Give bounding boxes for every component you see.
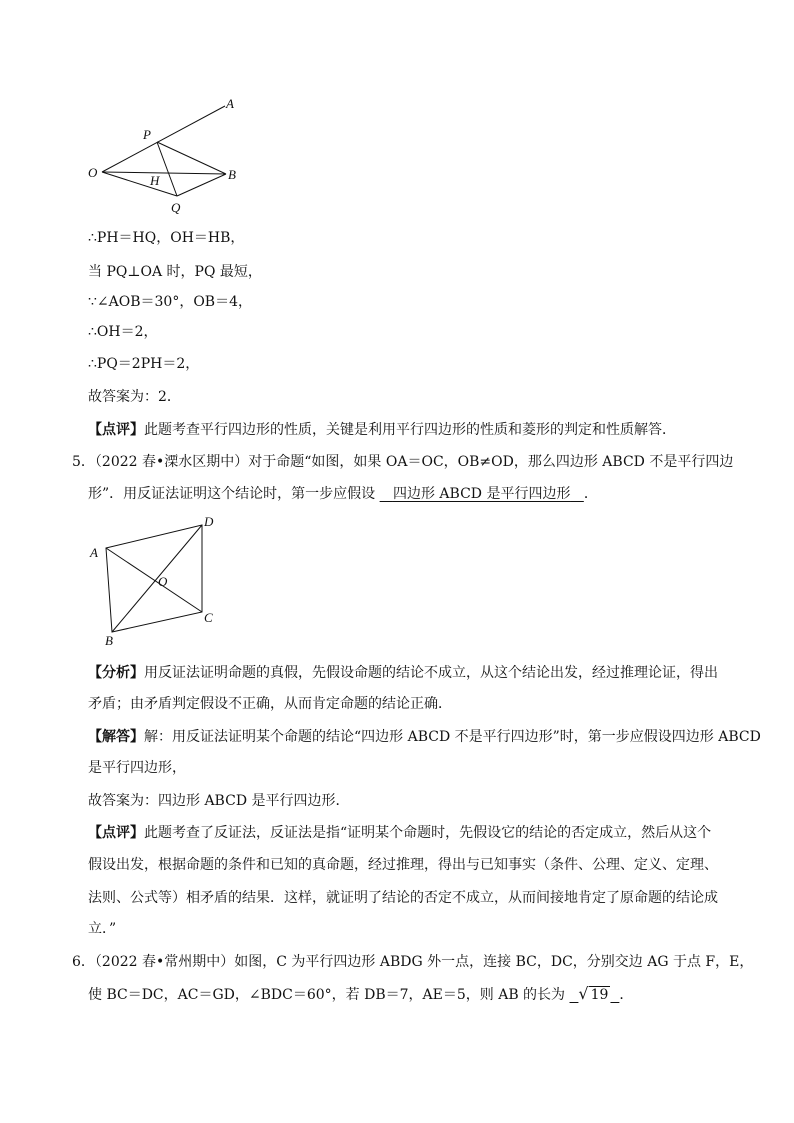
question5-answer: 故答案为：四边形 ABCD 是平行四边形． (88, 793, 350, 809)
solution-text1: 解：用反证法证明某个命题的结论“四边形 ABCD 不是平行四边形”时，第一步应假设四边形 ABCD (144, 729, 761, 745)
solution4-line1: ∴PH＝HQ，OH＝HB， (88, 230, 245, 246)
solution4-comment (88, 420, 676, 440)
label-b: B (105, 633, 113, 648)
segment-qb (177, 174, 226, 196)
question5-analysis-line2: 矛盾；由矛盾判定假设不正确，从而肯定命题的结论正确． (88, 696, 452, 712)
label-o: O (88, 165, 98, 180)
question6-number: 6． (72, 954, 95, 970)
question6-text2: 使 BC＝DC，AC＝GD，∠BDC＝60°，若 DB＝7，AE＝5，则 AB 的长为 (88, 987, 566, 1003)
figure-quadrilateral-abcd (86, 510, 226, 650)
answer-sqrt (578, 984, 610, 1005)
question6-end: ． (619, 987, 634, 1003)
question5-line1 (72, 452, 733, 472)
question5-comment-line3: 法则、公式等）相矛盾的结果．这样，就证明了结论的否定不成立，从而间接地肯定了原命题的结论成 (88, 890, 718, 906)
label-o: O (158, 574, 168, 589)
question6-answer-blank (570, 984, 620, 1003)
solution4-answer: 故答案为：2． (88, 389, 181, 405)
radical-sign: √ (578, 984, 589, 1003)
segment-ob (102, 172, 226, 174)
question5-text1: 对于命题“如图，如果 OA＝OC，OB≠OD，那么四边形 ABCD 不是平行四边 (248, 454, 734, 470)
question5-text2: 形”．用反证法证明这个结论时，第一步应假设 (88, 486, 376, 502)
radicand: 19 (590, 987, 609, 1003)
question6-source: （2022 春•常州期中） (94, 954, 235, 970)
solution-tag: 【解答】 (88, 729, 144, 745)
quadrilateral-outline (106, 525, 202, 632)
question5-comment-line4: 立．” (88, 921, 117, 937)
comment-tag: 【点评】 (88, 825, 144, 841)
question5-analysis-line1 (88, 663, 718, 683)
question5-blank-answer: 四边形 ABCD 是平行四边形 (392, 486, 571, 502)
question5-comment-line1 (88, 823, 711, 843)
question6-text1: 如图，C 为平行四边形 ABDG 外一点，连接 BC，DC，分别交边 AG 于点 F，E， (234, 954, 754, 970)
question5-number: 5． (72, 454, 95, 470)
label-q: Q (171, 200, 181, 215)
question5-source: （2022 春•溧水区期中） (94, 454, 249, 470)
question6-line2 (88, 984, 633, 1005)
solution4-line4: ∴OH＝2， (88, 324, 158, 340)
ray-oa (102, 106, 225, 172)
label-d: D (204, 514, 214, 529)
question5-line2 (88, 484, 598, 504)
label-a: A (90, 545, 98, 560)
comment-text1: 此题考查了反证法，反证法是指“证明某个命题时，先假设它的结论的否定成立，然后从这个 (144, 825, 712, 841)
question5-solution-line1 (88, 727, 761, 747)
comment-text: 此题考查平行四边形的性质，关键是利用平行四边形的性质和菱形的判定和性质解答． (144, 422, 676, 438)
segment-oq (102, 172, 177, 196)
question5-solution-line2: 是平行四边形， (88, 760, 186, 776)
question5-end: ． (583, 486, 598, 502)
analysis-tag: 【分析】 (88, 665, 144, 681)
diagonal-ac (106, 548, 202, 612)
label-a: A (226, 96, 234, 111)
label-p: P (143, 127, 151, 142)
label-c: C (204, 610, 213, 625)
label-b: B (228, 167, 236, 182)
solution4-line5: ∴PQ＝2PH＝2， (88, 356, 200, 372)
solution4-line3: ∵∠AOB＝30°，OB＝4， (88, 294, 253, 310)
question5-comment-line2: 假设出发，根据命题的条件和已知的真命题，经过推理，得出与已知事实（条件、公理、定义、定理、 (88, 857, 718, 873)
question5-answer-blank (380, 486, 584, 502)
label-h: H (150, 173, 160, 188)
solution4-line2: 当 PQ⊥OA 时，PQ 最短， (88, 264, 262, 280)
comment-tag: 【点评】 (88, 422, 144, 438)
figure-parallelogram-opbq (80, 92, 260, 217)
analysis-text1: 用反证法证明命题的真假，先假设命题的结论不成立，从这个结论出发，经过推理论证，得出 (144, 665, 718, 681)
diagonal-bd (112, 525, 202, 632)
question6-line1 (72, 952, 753, 972)
